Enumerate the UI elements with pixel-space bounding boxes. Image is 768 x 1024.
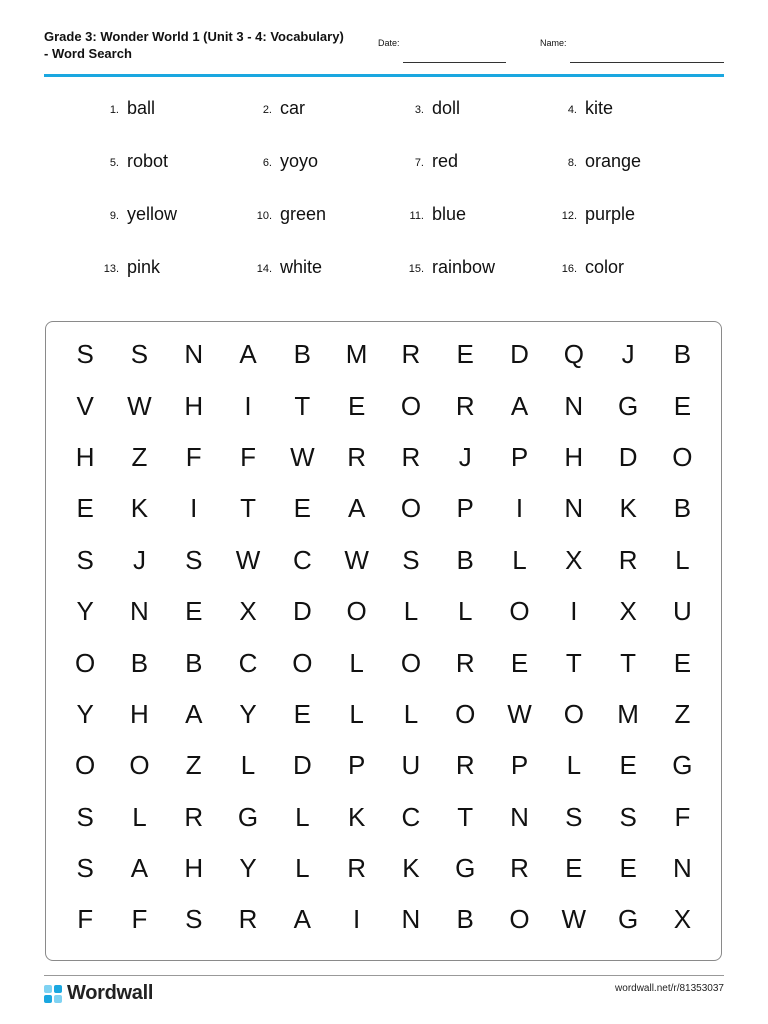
grid-letter[interactable]: K — [402, 853, 420, 884]
grid-letter[interactable]: O — [75, 750, 96, 781]
grid-letter[interactable]: W — [235, 544, 261, 575]
grid-letter[interactable]: L — [457, 596, 473, 627]
grid-letter[interactable]: R — [347, 853, 367, 884]
grid-letter[interactable]: T — [565, 647, 582, 678]
grid-letter[interactable]: A — [130, 853, 149, 884]
grid-letter[interactable]: H — [184, 853, 204, 884]
word-list-item — [567, 151, 642, 175]
grid-letter[interactable]: R — [401, 441, 421, 472]
grid-letter[interactable]: O — [75, 647, 96, 678]
grid-letter[interactable]: P — [510, 750, 529, 781]
grid-letter[interactable]: G — [618, 904, 639, 935]
grid-row — [58, 637, 710, 688]
grid-letter[interactable]: Y — [239, 698, 257, 729]
grid-letter[interactable]: S — [130, 339, 149, 370]
word-number: 8. — [567, 157, 577, 169]
grid-letter[interactable]: I — [515, 493, 524, 524]
grid-letter[interactable]: B — [293, 339, 311, 370]
grid-letter[interactable]: E — [456, 339, 474, 370]
grid-letter[interactable]: S — [185, 544, 203, 575]
grid-letter[interactable]: L — [295, 801, 310, 832]
word-list-item — [567, 98, 614, 122]
grid-letter[interactable]: S — [619, 801, 637, 832]
grid-letter[interactable]: S — [76, 853, 94, 884]
grid-letter[interactable]: I — [570, 596, 578, 627]
name-label: Name: — [540, 38, 567, 48]
grid-letter[interactable]: N — [401, 904, 421, 935]
grid-letter[interactable]: D — [510, 339, 529, 370]
grid-letter[interactable]: R — [455, 390, 475, 421]
grid-letter[interactable]: L — [403, 596, 419, 627]
grid-letter[interactable]: L — [349, 647, 364, 678]
grid-letter[interactable]: O — [292, 647, 313, 678]
grid-letter[interactable]: O — [129, 750, 150, 781]
word-list-item — [256, 257, 323, 281]
grid-letter[interactable]: T — [240, 493, 256, 524]
grid-letter[interactable]: H — [184, 390, 204, 421]
grid-letter[interactable]: E — [619, 853, 637, 884]
grid-letter[interactable]: E — [76, 493, 94, 524]
grid-letter[interactable]: K — [619, 493, 637, 524]
grid-letter[interactable]: J — [132, 544, 146, 575]
source-url: wordwall.net/r/81353037 — [615, 983, 724, 994]
grid-letter[interactable]: G — [455, 853, 476, 884]
grid-letter[interactable]: E — [293, 493, 311, 524]
grid-letter[interactable]: L — [349, 698, 364, 729]
grid-letter[interactable]: T — [457, 801, 474, 832]
grid-letter[interactable]: W — [344, 544, 369, 575]
grid-letter[interactable]: N — [510, 801, 529, 832]
grid-row — [58, 535, 710, 586]
grid-letter[interactable]: J — [458, 441, 472, 472]
grid-letter[interactable]: L — [295, 853, 310, 884]
word-text: kite — [585, 98, 614, 118]
grid-letter[interactable]: A — [347, 493, 366, 524]
grid-letter[interactable]: H — [75, 441, 95, 472]
grid-letter[interactable]: F — [185, 441, 202, 472]
word-text: pink — [127, 257, 161, 277]
grid-row — [58, 432, 710, 483]
word-number: 4. — [567, 104, 577, 116]
grid-letter[interactable]: B — [130, 647, 149, 678]
grid-letter[interactable]: K — [347, 801, 366, 832]
word-text: ball — [127, 98, 156, 118]
grid-row — [58, 740, 710, 791]
grid-letter[interactable]: W — [507, 698, 532, 729]
word-text: car — [280, 98, 306, 118]
grid-letter[interactable]: Y — [76, 698, 94, 729]
grid-letter[interactable]: L — [675, 544, 690, 575]
word-list-item — [262, 151, 319, 175]
word-number: 11. — [409, 210, 424, 222]
grid-letter[interactable]: A — [185, 698, 203, 729]
grid-letter[interactable]: U — [401, 750, 421, 781]
date-label: Date: — [378, 38, 400, 48]
grid-letter[interactable]: S — [76, 801, 94, 832]
grid-letter[interactable]: M — [345, 339, 368, 370]
word-text: purple — [585, 204, 636, 224]
grid-row — [58, 483, 710, 534]
grid-letter[interactable]: O — [563, 698, 584, 729]
header-divider — [44, 74, 724, 77]
word-list-item — [109, 151, 169, 175]
grid-letter[interactable]: R — [455, 647, 475, 678]
grid-letter[interactable]: Z — [131, 441, 148, 472]
grid-letter[interactable]: Z — [185, 750, 202, 781]
word-list-item — [414, 151, 459, 175]
word-text: white — [280, 257, 323, 277]
grid-letter[interactable]: R — [401, 339, 421, 370]
word-number: 2. — [262, 104, 272, 116]
grid-letter[interactable]: D — [292, 750, 312, 781]
grid-letter[interactable]: B — [456, 904, 474, 935]
grid-letter[interactable]: C — [292, 544, 312, 575]
grid-letter[interactable]: F — [674, 801, 691, 832]
grid-letter[interactable]: M — [617, 698, 639, 729]
grid-letter[interactable]: O — [455, 698, 476, 729]
word-list-item — [109, 204, 178, 228]
grid-letter[interactable]: Q — [563, 339, 584, 370]
grid-letter[interactable]: E — [673, 390, 692, 421]
word-number: 16. — [561, 263, 577, 275]
word-number: 12. — [561, 210, 577, 222]
word-text: color — [585, 257, 625, 277]
grid-letter[interactable]: R — [618, 544, 638, 575]
word-list-item — [109, 98, 156, 122]
grid-letter[interactable]: O — [400, 390, 422, 421]
grid-letter[interactable]: W — [561, 904, 587, 935]
grid-letter[interactable]: R — [347, 441, 367, 472]
grid-letter[interactable]: H — [130, 698, 149, 729]
word-text: yoyo — [280, 151, 319, 171]
word-list-item — [561, 257, 625, 281]
grid-letter[interactable]: Y — [76, 596, 94, 627]
grid-letter[interactable]: E — [510, 647, 529, 678]
wordwall-logo-icon — [44, 985, 62, 1003]
word-text: rainbow — [432, 257, 496, 277]
grid-letter[interactable]: E — [673, 647, 692, 678]
grid-letter[interactable]: W — [127, 390, 152, 421]
grid-letter[interactable]: A — [510, 390, 529, 421]
grid-letter[interactable]: B — [185, 647, 203, 678]
grid-letter[interactable]: P — [456, 493, 474, 524]
grid-letter[interactable]: L — [566, 750, 582, 781]
grid-letter[interactable]: W — [290, 441, 315, 472]
grid-letter[interactable]: B — [673, 493, 692, 524]
grid-letter[interactable]: I — [244, 390, 252, 421]
grid-letter[interactable]: O — [672, 441, 693, 472]
grid-letter[interactable]: O — [509, 904, 530, 935]
logo-text: Wordwall — [67, 982, 154, 1004]
grid-letter[interactable]: U — [673, 596, 692, 627]
grid-letter[interactable]: B — [456, 544, 474, 575]
name-field[interactable] — [570, 62, 724, 63]
grid-letter[interactable]: A — [239, 339, 257, 370]
grid-letter[interactable]: X — [619, 596, 637, 627]
word-number: 7. — [414, 157, 424, 169]
grid-letter[interactable]: A — [293, 904, 311, 935]
grid-letter[interactable]: S — [76, 544, 94, 575]
word-text: blue — [432, 204, 467, 224]
grid-letter[interactable]: O — [509, 596, 530, 627]
grid-letter[interactable]: G — [672, 750, 693, 781]
grid-letter[interactable]: T — [294, 390, 311, 421]
grid-letter[interactable]: J — [621, 339, 635, 370]
grid-row — [58, 843, 710, 894]
word-list-item — [561, 204, 636, 228]
word-number: 1. — [109, 104, 119, 116]
grid-letter[interactable]: R — [238, 904, 258, 935]
grid-letter[interactable]: T — [620, 647, 637, 678]
grid-letter[interactable]: R — [455, 750, 475, 781]
grid-letter[interactable]: F — [77, 904, 94, 935]
grid-letter[interactable]: C — [401, 801, 421, 832]
word-number: 15. — [408, 263, 424, 275]
grid-letter[interactable]: X — [673, 904, 692, 935]
word-text: robot — [127, 151, 169, 171]
grid-letter[interactable]: S — [185, 904, 203, 935]
grid-letter[interactable]: E — [619, 750, 637, 781]
grid-letter[interactable]: G — [237, 801, 259, 832]
grid-letter[interactable]: F — [131, 904, 148, 935]
grid-letter[interactable]: H — [564, 441, 584, 472]
grid-letter[interactable]: P — [510, 441, 529, 472]
wordwall-logo — [44, 982, 153, 1005]
date-field[interactable] — [403, 62, 506, 63]
word-list-item — [256, 204, 327, 228]
grid-letter[interactable]: N — [184, 339, 204, 370]
word-text: doll — [432, 98, 461, 118]
grid-letter[interactable]: V — [76, 390, 94, 421]
grid-letter[interactable]: N — [564, 493, 584, 524]
letter-grid — [58, 329, 710, 946]
grid-letter[interactable]: E — [185, 596, 203, 627]
grid-row — [58, 380, 710, 431]
grid-letter[interactable]: C — [238, 647, 258, 678]
word-number: 3. — [414, 104, 424, 116]
grid-letter[interactable]: D — [292, 596, 312, 627]
grid-letter[interactable]: X — [239, 596, 257, 627]
grid-letter[interactable]: I — [353, 904, 361, 935]
grid-letter[interactable]: E — [293, 698, 311, 729]
word-text: red — [432, 151, 459, 171]
word-number: 13. — [103, 263, 119, 275]
word-number: 5. — [109, 157, 119, 169]
grid-row — [58, 894, 710, 945]
word-text: yellow — [127, 204, 178, 224]
grid-letter[interactable]: F — [240, 441, 256, 472]
grid-letter[interactable]: N — [673, 853, 692, 884]
grid-letter[interactable]: K — [130, 493, 149, 524]
grid-letter[interactable]: X — [565, 544, 583, 575]
grid-letter[interactable]: L — [240, 750, 256, 781]
grid-letter[interactable]: B — [673, 339, 692, 370]
grid-letter[interactable]: O — [400, 493, 422, 524]
grid-letter[interactable]: I — [190, 493, 198, 524]
grid-letter[interactable]: L — [132, 801, 147, 832]
grid-letter[interactable]: N — [564, 390, 584, 421]
grid-row — [58, 792, 710, 843]
word-number: 14. — [256, 263, 272, 275]
grid-letter[interactable]: L — [403, 698, 419, 729]
word-list-item — [408, 257, 496, 281]
grid-letter[interactable]: L — [512, 544, 527, 575]
grid-letter[interactable]: Z — [674, 698, 691, 729]
grid-row — [58, 689, 710, 740]
grid-letter[interactable]: S — [565, 801, 583, 832]
grid-row — [58, 586, 710, 637]
word-number: 9. — [109, 210, 119, 222]
word-list-item — [414, 98, 461, 122]
word-list-item — [103, 257, 161, 281]
word-list-item — [409, 204, 467, 228]
grid-row — [58, 329, 710, 380]
grid-letter[interactable]: P — [347, 750, 366, 781]
grid-letter[interactable]: O — [346, 596, 367, 627]
grid-letter[interactable]: D — [618, 441, 638, 472]
grid-letter[interactable]: S — [402, 544, 420, 575]
word-number: 10. — [256, 210, 272, 222]
grid-letter[interactable]: S — [76, 339, 94, 370]
grid-letter[interactable]: E — [347, 390, 366, 421]
word-number: 6. — [262, 157, 272, 169]
grid-letter[interactable]: Y — [239, 853, 257, 884]
grid-letter[interactable]: R — [510, 853, 529, 884]
grid-letter[interactable]: R — [184, 801, 204, 832]
grid-letter[interactable]: O — [400, 647, 422, 678]
footer-divider — [44, 975, 724, 976]
grid-letter[interactable]: G — [618, 390, 639, 421]
grid-letter[interactable]: E — [565, 853, 583, 884]
word-text: green — [280, 204, 327, 224]
page-title: Grade 3: Wonder World 1 (Unit 3 - 4: Vocabulary) - Word Search — [44, 29, 344, 61]
word-text: orange — [585, 151, 642, 171]
word-list-item — [262, 98, 306, 122]
grid-letter[interactable]: N — [130, 596, 149, 627]
